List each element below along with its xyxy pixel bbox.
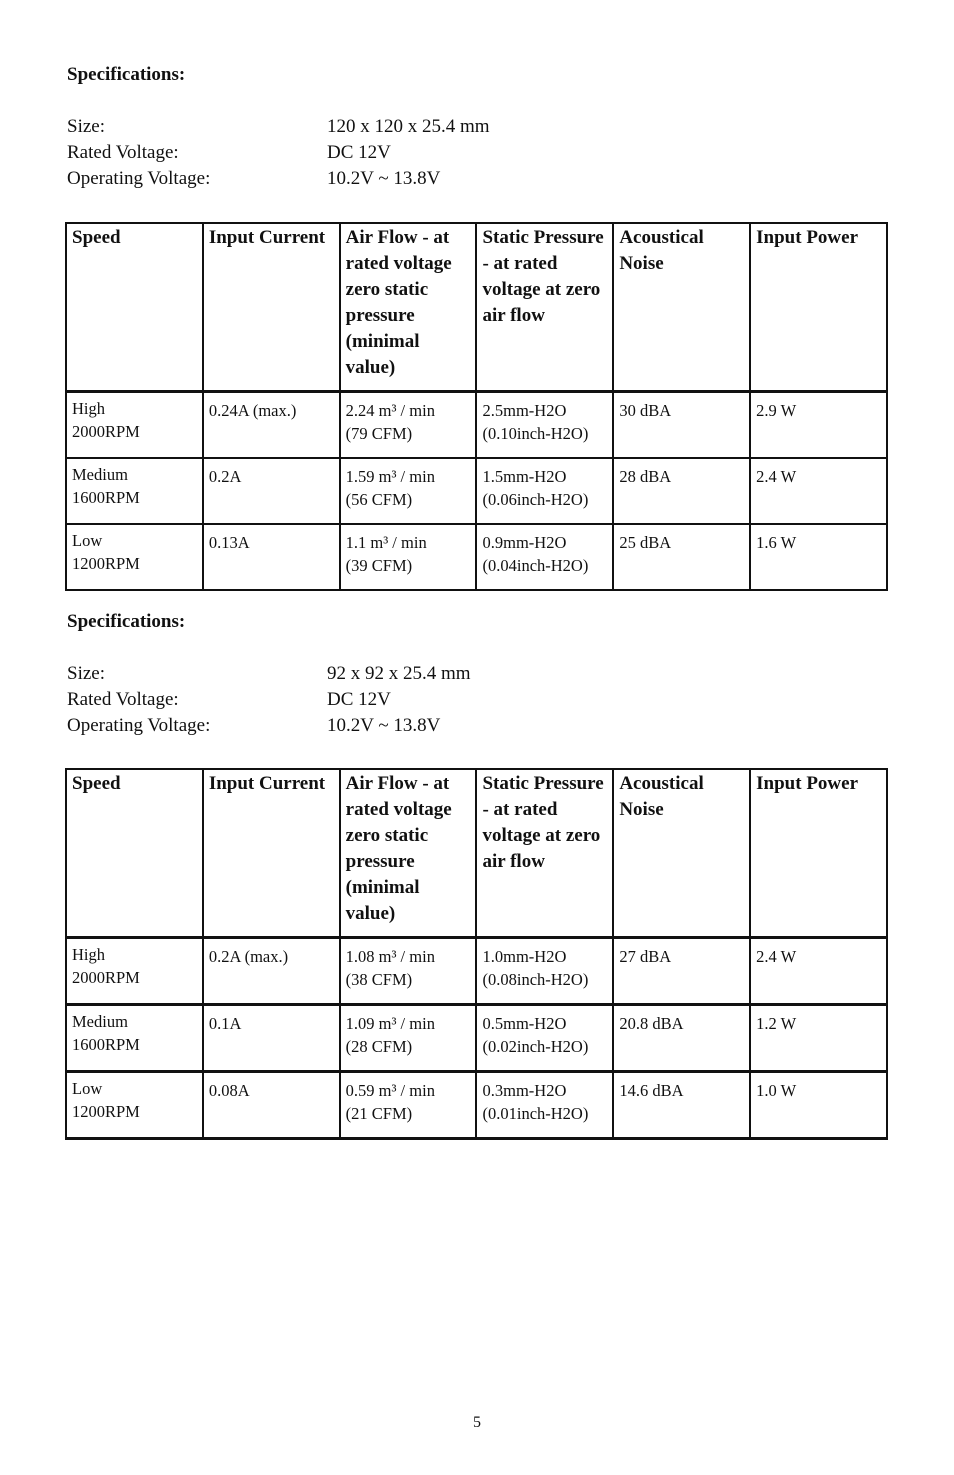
spec-value: 10.2V ~ 13.8V bbox=[327, 168, 441, 189]
spec-label: Operating Voltage: bbox=[67, 168, 211, 189]
spec-value: DC 12V bbox=[327, 142, 391, 163]
cell-speed: Low 1200RPM bbox=[66, 524, 203, 590]
table-row bbox=[66, 938, 887, 1005]
cell-airflow: 1.08 m³ / min (38 CFM) bbox=[340, 938, 477, 1005]
spec-row-rated-voltage bbox=[67, 140, 888, 166]
cell-noise: 30 dBA bbox=[613, 392, 750, 459]
header-input-power: Input Power bbox=[750, 769, 887, 938]
cell-pressure: 0.3mm-H2O (0.01inch-H2O) bbox=[476, 1072, 613, 1139]
cell-noise: 28 dBA bbox=[613, 458, 750, 524]
section-heading: Specifications: bbox=[67, 611, 186, 632]
cell-airflow: 1.59 m³ / min (56 CFM) bbox=[340, 458, 477, 524]
spec-list bbox=[67, 114, 888, 192]
cell-speed: Medium 1600RPM bbox=[66, 1005, 203, 1072]
header-speed: Speed bbox=[66, 223, 203, 392]
header-speed: Speed bbox=[66, 769, 203, 938]
cell-airflow: 1.09 m³ / min (28 CFM) bbox=[340, 1005, 477, 1072]
cell-pressure: 1.0mm-H2O (0.08inch-H2O) bbox=[476, 938, 613, 1005]
table-header-row bbox=[66, 769, 887, 938]
cell-power: 1.6 W bbox=[750, 524, 887, 590]
cell-airflow: 0.59 m³ / min (21 CFM) bbox=[340, 1072, 477, 1139]
header-air-flow: Air Flow - at rated voltage zero static pressure (minimal value) bbox=[340, 223, 477, 392]
header-acoustical-noise: Acoustical Noise bbox=[613, 769, 750, 938]
cell-pressure: 0.9mm-H2O (0.04inch-H2O) bbox=[476, 524, 613, 590]
header-input-current: Input Current bbox=[203, 223, 340, 392]
cell-power: 2.4 W bbox=[750, 458, 887, 524]
cell-power: 2.4 W bbox=[750, 938, 887, 1005]
table-row bbox=[66, 1005, 887, 1072]
cell-current: 0.13A bbox=[203, 524, 340, 590]
spec-row-operating-voltage bbox=[67, 713, 888, 739]
table-row bbox=[66, 524, 887, 590]
cell-speed: Medium 1600RPM bbox=[66, 458, 203, 524]
spec-label: Size: bbox=[67, 116, 105, 137]
cell-speed: High 2000RPM bbox=[66, 938, 203, 1005]
spec-value: DC 12V bbox=[327, 689, 391, 710]
spec-label: Operating Voltage: bbox=[67, 715, 211, 736]
cell-power: 2.9 W bbox=[750, 392, 887, 459]
specifications-section-120mm bbox=[67, 62, 888, 192]
spec-label: Rated Voltage: bbox=[67, 689, 179, 710]
spec-value: 92 x 92 x 25.4 mm bbox=[327, 663, 471, 684]
section-heading: Specifications: bbox=[67, 64, 186, 85]
cell-current: 0.24A (max.) bbox=[203, 392, 340, 459]
spec-value: 10.2V ~ 13.8V bbox=[327, 715, 441, 736]
table-header-row bbox=[66, 223, 887, 392]
cell-pressure: 0.5mm-H2O (0.02inch-H2O) bbox=[476, 1005, 613, 1072]
header-static-pressure: Static Pressure - at rated voltage at zero air flow bbox=[476, 769, 613, 938]
cell-power: 1.0 W bbox=[750, 1072, 887, 1139]
performance-table-92mm bbox=[65, 768, 888, 1140]
specifications-section-92mm bbox=[67, 609, 888, 739]
header-input-power: Input Power bbox=[750, 223, 887, 392]
cell-noise: 14.6 dBA bbox=[613, 1072, 750, 1139]
cell-airflow: 1.1 m³ / min (39 CFM) bbox=[340, 524, 477, 590]
spec-row-size bbox=[67, 114, 888, 140]
cell-power: 1.2 W bbox=[750, 1005, 887, 1072]
cell-current: 0.1A bbox=[203, 1005, 340, 1072]
cell-pressure: 2.5mm-H2O (0.10inch-H2O) bbox=[476, 392, 613, 459]
cell-noise: 25 dBA bbox=[613, 524, 750, 590]
cell-airflow: 2.24 m³ / min (79 CFM) bbox=[340, 392, 477, 459]
cell-current: 0.2A (max.) bbox=[203, 938, 340, 1005]
table-row bbox=[66, 392, 887, 459]
spec-row-size bbox=[67, 661, 888, 687]
cell-current: 0.2A bbox=[203, 458, 340, 524]
spec-value: 120 x 120 x 25.4 mm bbox=[327, 116, 490, 137]
cell-noise: 20.8 dBA bbox=[613, 1005, 750, 1072]
cell-speed: High 2000RPM bbox=[66, 392, 203, 459]
cell-pressure: 1.5mm-H2O (0.06inch-H2O) bbox=[476, 458, 613, 524]
spec-label: Size: bbox=[67, 663, 105, 684]
spec-row-operating-voltage bbox=[67, 166, 888, 192]
header-input-current: Input Current bbox=[203, 769, 340, 938]
header-static-pressure: Static Pressure - at rated voltage at zero air flow bbox=[476, 223, 613, 392]
cell-current: 0.08A bbox=[203, 1072, 340, 1139]
spec-list bbox=[67, 661, 888, 739]
cell-speed: Low 1200RPM bbox=[66, 1072, 203, 1139]
spec-row-rated-voltage bbox=[67, 687, 888, 713]
table-row bbox=[66, 458, 887, 524]
header-acoustical-noise: Acoustical Noise bbox=[613, 223, 750, 392]
cell-noise: 27 dBA bbox=[613, 938, 750, 1005]
performance-table-120mm bbox=[65, 222, 888, 591]
table-row bbox=[66, 1072, 887, 1139]
spec-label: Rated Voltage: bbox=[67, 142, 179, 163]
header-air-flow: Air Flow - at rated voltage zero static pressure (minimal value) bbox=[340, 769, 477, 938]
page-number: 5 bbox=[473, 1414, 481, 1431]
